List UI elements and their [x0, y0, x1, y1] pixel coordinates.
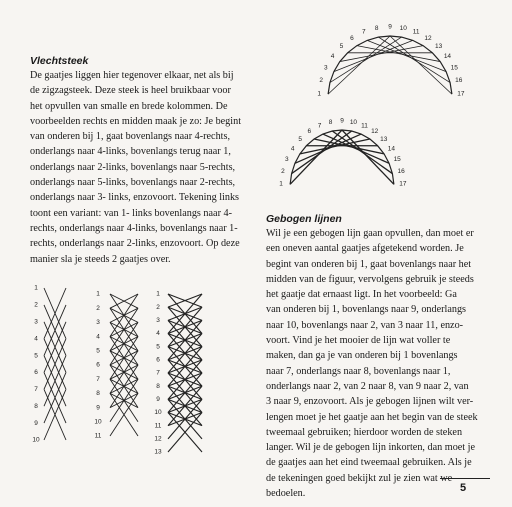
- hole-label: 7: [317, 122, 322, 130]
- hole-label: 3: [156, 317, 160, 325]
- hole-label: 2: [156, 303, 160, 311]
- hole-label: 6: [350, 34, 354, 42]
- arc-diagram-top: [317, 24, 465, 98]
- hole-label: 13: [380, 135, 388, 143]
- hole-label: 10: [399, 24, 407, 32]
- section-body-vlechtsteek: De gaatjes liggen hier tegenover elkaar, net als bij de zigzagsteek. Deze steek is heel bruikbaar voor het opvullen van smalle en brede kolommen. De voorbeelden rechts en midden maak je zo: Je begint van onderen bij 1, gaat bovenlangs naar 4-rechts, onderlangs naar 4-links, bovenlangs terug naar 1, onderlangs naar 2-links, bovenlangs naar 5-rechts, onderlangs naar 5-links, bovenlangs naar 2-rechts, onderlangs naar 3- links, enzovoort. Tekening links toont een variant: van 1- links bovenlangs naar 4- rechts, onderlangs naar 4-links, bovenlangs naar 1- rechts, onderlangs naar 2-links, enzovoort. Op deze manier sla je steeds 2 gaatjes over.: [30, 70, 242, 265]
- hole-label: 9: [340, 117, 344, 125]
- hole-label: 3: [34, 318, 38, 326]
- hole-label: 5: [96, 347, 100, 355]
- hole-label: 4: [156, 330, 160, 338]
- stitch-line: [334, 40, 413, 71]
- hole-label: 4: [96, 333, 100, 341]
- hole-label: 6: [34, 369, 38, 377]
- hole-label: 1: [96, 290, 100, 298]
- hole-label: 11: [361, 122, 368, 130]
- hole-label: 1: [279, 180, 283, 188]
- stitch-line: [295, 134, 361, 163]
- hole-label: 10: [349, 118, 358, 126]
- hole-label: 3: [284, 156, 289, 164]
- hole-label: 1: [34, 284, 38, 292]
- hole-label: 8: [34, 402, 38, 410]
- hole-label: 11: [412, 28, 420, 36]
- hole-label: 6: [96, 361, 100, 369]
- hole-label: 8: [328, 118, 333, 126]
- hole-label: 7: [96, 375, 100, 383]
- hole-label: 17: [457, 90, 465, 98]
- column-diagram-right: [154, 291, 202, 456]
- hole-label: 1: [317, 90, 321, 98]
- hole-label: 2: [281, 168, 285, 176]
- page-number: 5: [460, 482, 467, 494]
- hole-label: 6: [156, 356, 160, 364]
- arc-diagram-bottom: [279, 118, 407, 188]
- hole-label: 11: [154, 422, 162, 430]
- hole-label: 2: [96, 304, 100, 312]
- hole-label: 13: [434, 42, 443, 50]
- hole-label: 10: [154, 409, 162, 417]
- hole-label: 9: [34, 419, 38, 427]
- hole-label: 16: [397, 168, 405, 176]
- hole-label: 9: [156, 396, 160, 404]
- hole-label: 1: [156, 290, 160, 298]
- hole-label: 14: [387, 145, 395, 153]
- hole-label: 3: [96, 319, 100, 327]
- column-diagram-middle: [94, 291, 138, 440]
- hole-label: 8: [96, 390, 100, 398]
- hole-label: 14: [443, 52, 452, 60]
- stitch-line: [357, 46, 440, 62]
- hole-label: 8: [374, 24, 379, 32]
- hole-label: 7: [362, 28, 366, 36]
- hole-label: 9: [96, 404, 100, 412]
- section-body-gebogen-lijnen: Wil je een gebogen lijn gaan opvullen, dan moet er een oneven aantal gaatjes afgetekend worden. Je begint van onderen bij 1, gaat bovenlangs naar het midden van de figuur, vervolgens gebruik je steeds het gaatje dat ernaast ligt. In het voorbeeld: Ga van onderen bij 1, bovenlangs naar 9, onderlangs naar 10, bovenlangs naar 2, van 3 naar 11, enzo- voort. Vind je het mooier de lijn wat voller te maken, dan ga je van onderen bij 1 bovenlangs naar 7, onderlangs naar 8, bovenlangs naar 1, onderlangs naar 2, van 2 naar 8, van 9 naar 2, van 3 naar 9, enzovoort. Als je gebogen lijnen wilt ver- lengen moet je het gaatje aan het begin van de steek tweemaal gebruiken; hierdoor worden de steken langer. Wil je de gebogen lijn inkorten, dan moet je de gaatjes aan het eind tweemaal gebruiken. Als je de tekeningen goed bekijkt zul je zien wat we bedoelen.: [266, 228, 478, 500]
- hole-label: 15: [450, 64, 458, 72]
- column-diagram-left: [32, 285, 66, 444]
- hole-label: 12: [154, 435, 162, 443]
- hole-label: 9: [388, 23, 392, 31]
- hole-label: 10: [32, 436, 40, 444]
- hole-label: 11: [94, 432, 102, 440]
- hole-label: 12: [371, 128, 379, 136]
- hole-label: 7: [156, 369, 160, 377]
- hole-label: 5: [339, 42, 344, 50]
- stitch-line: [300, 139, 370, 154]
- hole-label: 4: [290, 145, 295, 153]
- hole-label: 15: [393, 156, 401, 164]
- stitch-line: [314, 139, 384, 154]
- stitch-line: [323, 134, 389, 163]
- hole-label: 6: [307, 128, 312, 136]
- section-heading-vlechtsteek: Vlechtsteek: [30, 55, 89, 67]
- hole-label: 17: [399, 180, 407, 188]
- hole-label: 4: [330, 52, 335, 60]
- hole-label: 16: [455, 77, 463, 85]
- hole-label: 13: [154, 448, 162, 456]
- hole-label: 5: [298, 135, 303, 143]
- stitch-line: [340, 46, 423, 62]
- hole-label: 2: [34, 301, 38, 309]
- hole-label: 2: [319, 77, 324, 85]
- hole-label: 8: [156, 382, 160, 390]
- hole-label: 5: [156, 343, 160, 351]
- hole-label: 7: [34, 386, 38, 394]
- hole-label: 3: [323, 64, 328, 72]
- hole-label: 5: [34, 352, 38, 360]
- hole-label: 10: [94, 418, 102, 426]
- hole-label: 12: [424, 34, 432, 42]
- hole-label: 4: [34, 335, 38, 343]
- section-heading-gebogen-lijnen: Gebogen lijnen: [266, 213, 342, 225]
